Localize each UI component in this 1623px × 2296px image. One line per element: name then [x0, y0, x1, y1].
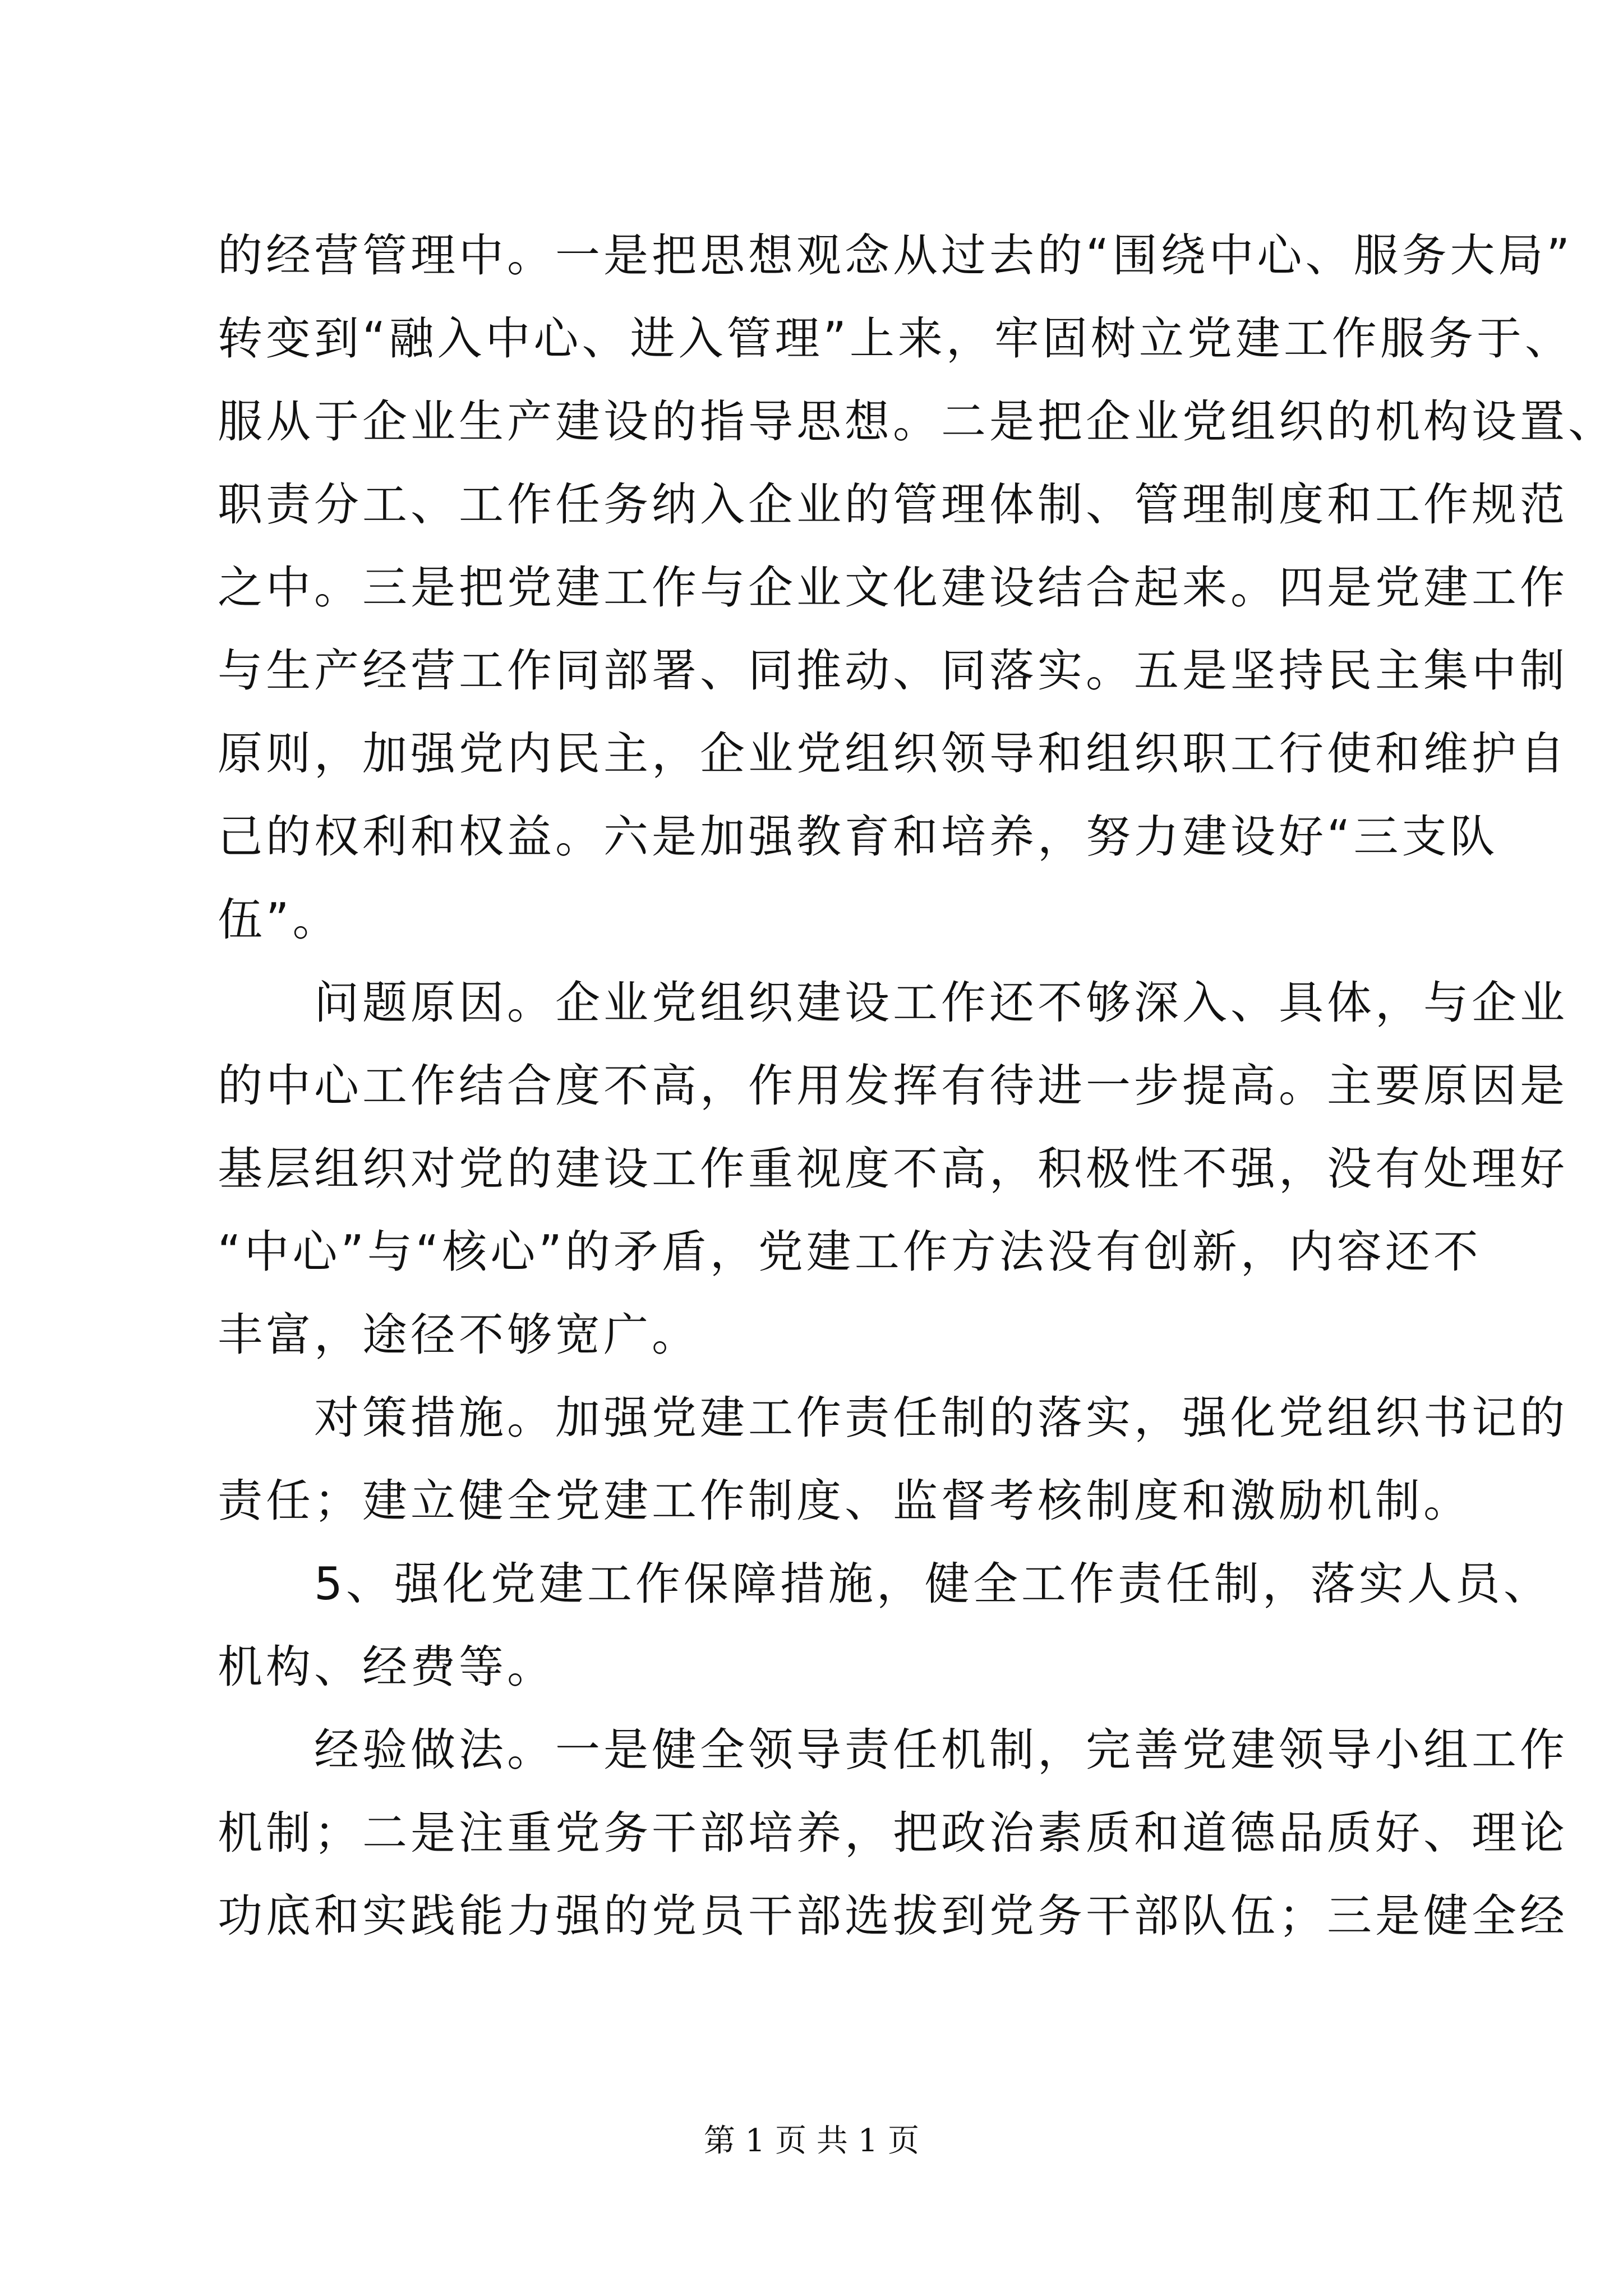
text-line: 伍”。	[218, 894, 341, 946]
text-line: 职责分工、工作任务纳入企业的管理体制、管理制度和工作规范	[218, 478, 1568, 531]
text-line: 机制；二是注重党务干部培养，把政治素质和道德品质好、理论	[218, 1807, 1568, 1859]
text-line: “中心”与“核心”的矛盾，党建工作方法没有创新，内容还不	[218, 1226, 1482, 1278]
body-text	[218, 214, 1616, 1958]
text-line: 与生产经营工作同部署、同推动、同落实。五是坚持民主集中制	[218, 645, 1568, 697]
text-line: 基层组织对党的建设工作重视度不高，积极性不强，没有处理好	[218, 1143, 1568, 1195]
page-footer	[0, 2116, 1623, 2161]
page-number-label: 第 1 页 共 1 页	[703, 2123, 920, 2159]
text-line: 转变到“融入中心、进入管理”上来，牢固树立党建工作服务于、	[218, 312, 1573, 365]
text-line: 责任；建立健全党建工作制度、监督考核制度和激励机制。	[218, 1475, 1472, 1527]
text-line: 对策措施。加强党建工作责任制的落实，强化党组织书记的	[218, 1392, 1568, 1444]
text-line: 功底和实践能力强的党员干部选拔到党务干部队伍；三是健全经	[218, 1890, 1568, 1942]
text-line: 之中。三是把党建工作与企业文化建设结合起来。四是党建工作	[218, 562, 1568, 614]
text-line: 5、强化党建工作保障措施，健全工作责任制，落实人员、	[218, 1558, 1552, 1610]
text-line: 服从于企业生产建设的指导思想。二是把企业党组织的机构设置、	[218, 395, 1616, 448]
text-line: 的中心工作结合度不高，作用发挥有待进一步提高。主要原因是	[218, 1060, 1568, 1112]
text-line: 己的权利和权益。六是加强教育和培养，努力建设好“三支队	[218, 811, 1498, 863]
text-line: 机构、经费等。	[218, 1641, 555, 1693]
text-line: 丰富，途径不够宽广。	[218, 1309, 700, 1361]
text-line: 问题原因。企业党组织建设工作还不够深入、具体，与企业	[218, 977, 1568, 1029]
text-line: 原则，加强党内民主，企业党组织领导和组织职工行使和维护自	[218, 728, 1568, 780]
text-line: 的经营管理中。一是把思想观念从过去的“围绕中心、服务大局”	[218, 229, 1573, 282]
text-line: 经验做法。一是健全领导责任机制，完善党建领导小组工作	[218, 1724, 1568, 1776]
